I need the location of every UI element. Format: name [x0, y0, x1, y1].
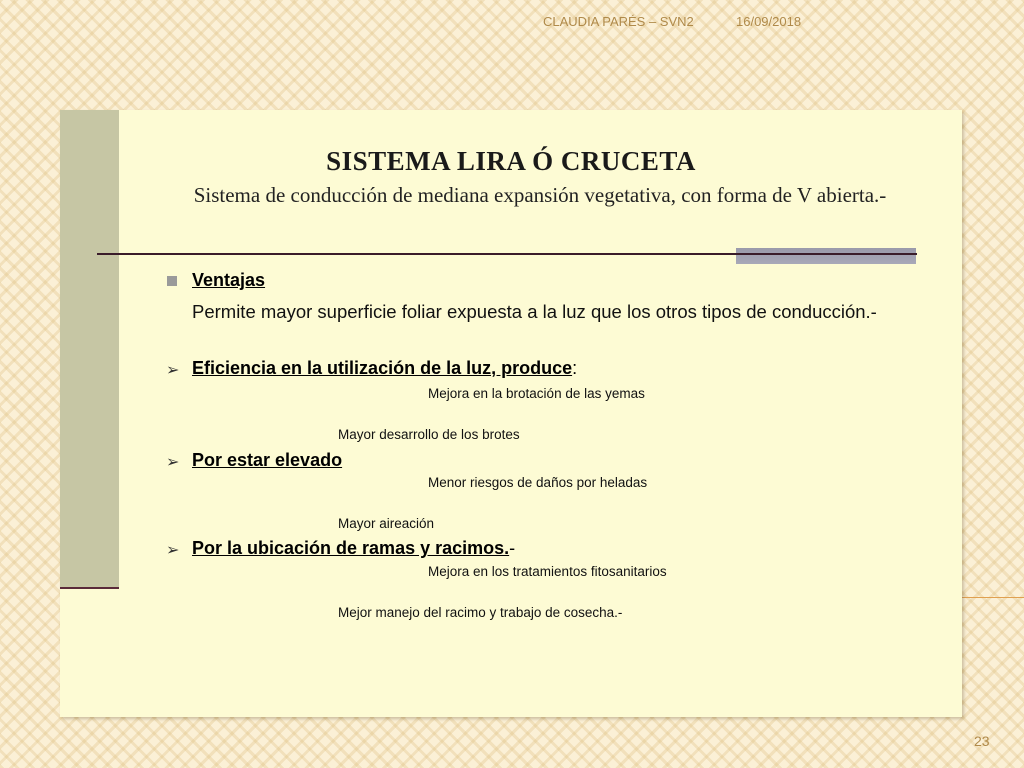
section-heading: Ventajas — [192, 270, 266, 290]
section-heading: Por estar elevado — [192, 450, 343, 470]
arrow-bullet-icon: ➢ — [166, 454, 180, 471]
author-label: CLAUDIA PARÉS – SVN2 — [543, 14, 694, 29]
section-elevado — [166, 450, 343, 471]
left-accent-rule — [60, 587, 119, 589]
detail-item: Mejora en la brotación de las yemas — [428, 386, 645, 401]
slide-title: SISTEMA LIRA Ó CRUCETA — [326, 146, 696, 176]
slide-number: 23 — [974, 733, 990, 749]
detail-item: Mayor desarrollo de los brotes — [338, 427, 520, 442]
slide-content — [60, 110, 962, 717]
arrow-bullet-icon: ➢ — [166, 362, 180, 379]
left-accent-strip — [60, 110, 119, 588]
date-label: 16/09/2018 — [736, 14, 802, 29]
section-heading: Eficiencia en la utilización de la luz, produce — [192, 358, 573, 378]
arrow-bullet-icon: ➢ — [166, 542, 180, 559]
square-bullet-icon — [167, 276, 177, 286]
title-divider — [97, 253, 917, 255]
section-heading: Por la ubicación de ramas y racimos. — [192, 538, 510, 558]
detail-item: Mayor aireación — [338, 516, 435, 531]
detail-item: Mejora en los tratamientos fitosanitarios — [428, 564, 667, 579]
section-suffix: : — [572, 358, 578, 378]
detail-item: Menor riesgos de daños por heladas — [428, 475, 648, 490]
detail-item: Mejor manejo del racimo y trabajo de cosecha.- — [338, 605, 623, 620]
section-suffix: - — [509, 538, 516, 558]
section-ventajas — [192, 270, 265, 291]
decorative-rule — [962, 597, 1024, 598]
section-ubicacion — [166, 538, 516, 559]
divider-accent-bar — [736, 248, 916, 264]
slide-subtitle: Sistema de conducción de mediana expansión vegetativa, con forma de V abierta.- — [193, 183, 887, 207]
ventajas-paragraph: Permite mayor superficie foliar expuesta a la luz que los otros tipos de conducción.- — [192, 301, 877, 322]
section-eficiencia — [166, 358, 578, 379]
